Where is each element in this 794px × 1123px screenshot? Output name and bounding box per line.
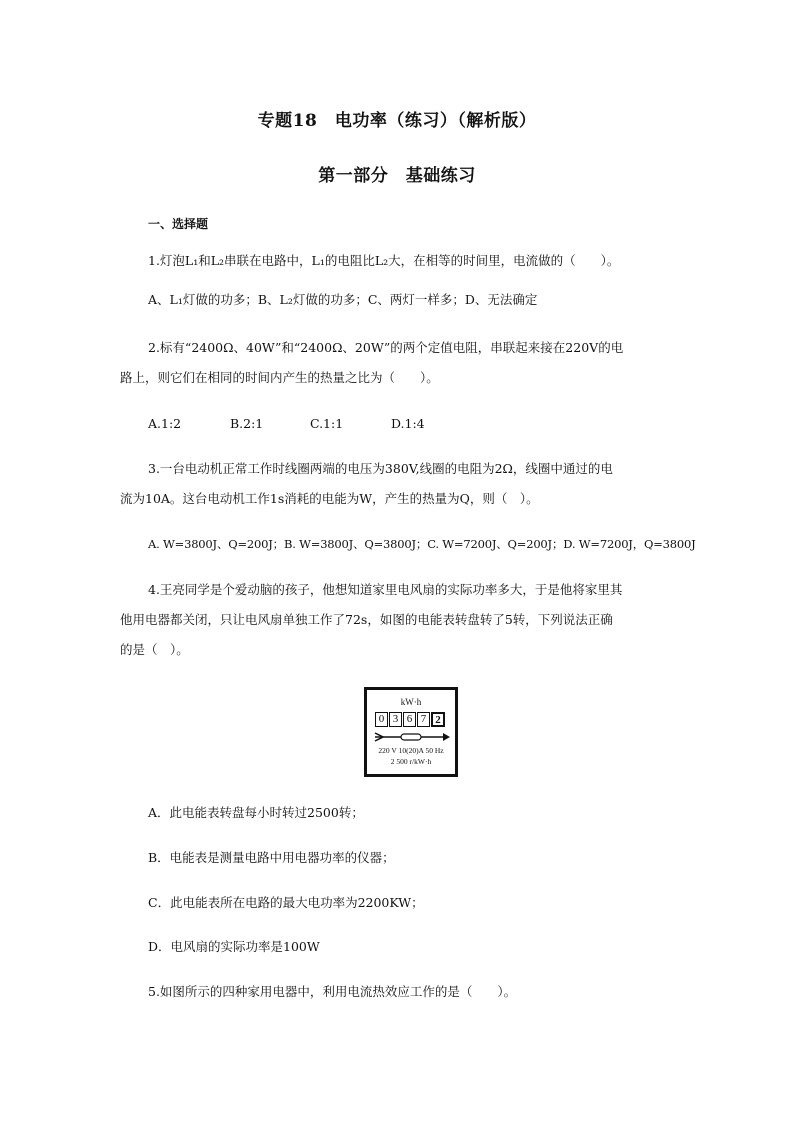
question-2-option-c: C.1:1 — [309, 416, 344, 431]
question-5-stem: 5.如图所示的四种家用电器中，利用电流热效应工作的是（ ）。 — [148, 984, 517, 999]
question-3-stem-line1: 3.一台电动机正常工作时线圈两端的电压为380V,线圈的电阻为2Ω，线圈中通过的电 — [148, 461, 613, 476]
question-1-options: A、L₁灯做的功多；B、L₂灯做的功多；C、两灯一样多；D、无法确定 — [148, 292, 538, 307]
meter-spec-rating: 220 V 10(20)A 50 Hz — [378, 746, 444, 755]
question-1-stem: 1.灯泡L₁和L₂串联在电路中，L₁的电阻比L₂大，在相等的时间里，电流做的（ ）。 — [148, 253, 620, 268]
question-4-stem-line3: 的是（ ）。 — [120, 642, 189, 657]
energy-meter-figure — [364, 687, 458, 777]
meter-digits — [375, 712, 446, 727]
meter-dial-arrow-icon — [373, 731, 451, 743]
meter-digit: 0 — [375, 712, 388, 727]
question-3-stem-line2: 流为10A。这台电动机工作1s消耗的电能为W，产生的热量为Q，则（ ）。 — [120, 491, 539, 506]
question-2-options — [148, 415, 425, 433]
question-4-option-d: D．电风扇的实际功率是100W — [148, 939, 320, 954]
section-heading: 一、选择题 — [148, 217, 209, 231]
meter-digit: 3 — [389, 712, 402, 727]
question-4-option-a: A．此电能表转盘每小时转过2500转； — [148, 805, 364, 820]
question-4-stem-line1: 4.王亮同学是个爱动脑的孩子，他想知道家里电风扇的实际功率多大，于是他将家里其 — [148, 582, 623, 597]
document-subtitle: 第一部分 基础练习 — [318, 166, 476, 186]
meter-digit-decimal: 2 — [431, 712, 445, 727]
question-2-option-d: D.1:4 — [390, 416, 425, 431]
meter-spec-constant: 2 500 r/kW·h — [390, 757, 432, 766]
question-2-option-a: A.1:2 — [148, 416, 182, 431]
meter-unit-label: kW·h — [400, 697, 422, 707]
question-3-options: A. W=3800J、Q=200J；B. W=3800J、Q=3800J；C. W=7200J、Q=200J；D. W=7200J，Q=3800J — [148, 537, 696, 551]
question-2-option-b: B.2:1 — [229, 416, 264, 431]
question-4-option-b: B．电能表是测量电路中用电器功率的仪器； — [148, 850, 395, 865]
question-2-stem-line2: 路上，则它们在相同的时间内产生的热量之比为（ ）。 — [120, 370, 439, 385]
meter-digit: 7 — [417, 712, 430, 727]
meter-digit: 6 — [403, 712, 416, 727]
question-2-stem-line1: 2.标有“2400Ω、40W”和“2400Ω、20W”的两个定值电阻，串联起来接在220V的电 — [148, 340, 624, 355]
document-title: 专题18 电功率（练习）（解析版） — [257, 111, 537, 131]
question-4-option-c: C．此电能表所在电路的最大电功率为2200KW； — [148, 895, 424, 910]
question-4-stem-line2: 他用电器都关闭，只让电风扇单独工作了72s，如图的电能表转盘转了5转，下列说法正确 — [120, 612, 613, 627]
